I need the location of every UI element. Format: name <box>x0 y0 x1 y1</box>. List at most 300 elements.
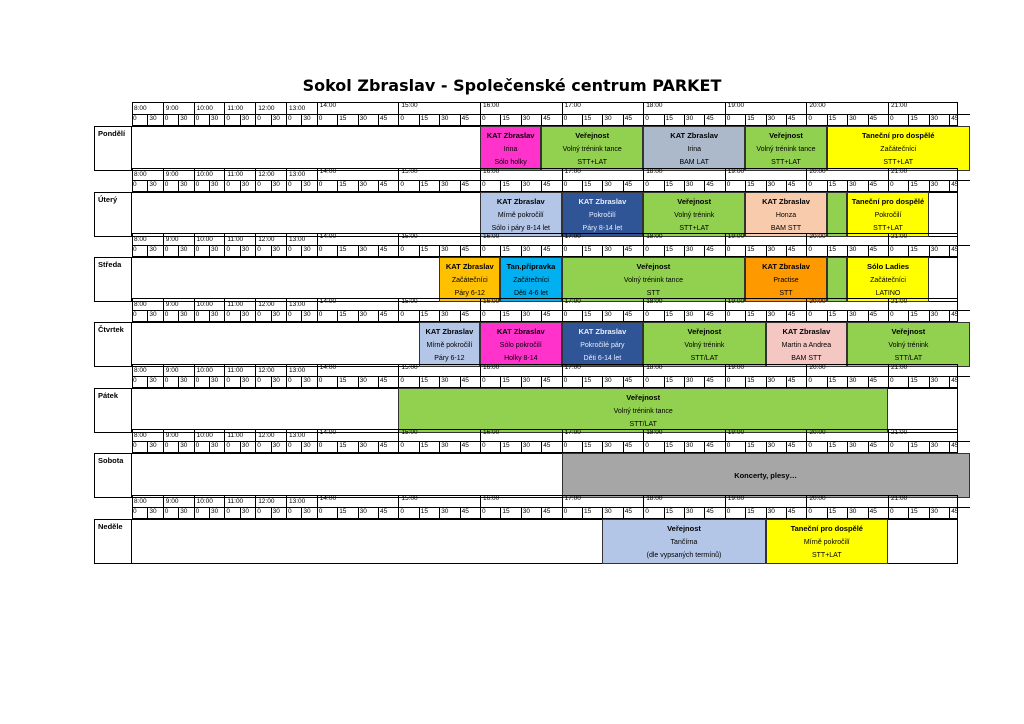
minute-label: 15 <box>419 180 439 192</box>
event-block[interactable] <box>643 322 765 367</box>
minute-label: 30 <box>301 507 316 519</box>
minute-label: 0 <box>806 180 826 192</box>
event-level: Volný trénink tance <box>562 146 622 153</box>
minute-label: 45 <box>704 441 724 453</box>
hour-label: 9:00 <box>163 299 194 310</box>
minute-label: 45 <box>786 376 806 388</box>
minute-label: 30 <box>439 114 459 126</box>
event-level: Volný trénink tance <box>756 146 816 153</box>
event-title: Veřejnost <box>575 131 610 140</box>
minute-label: 30 <box>602 245 622 257</box>
minute-label: 15 <box>827 114 847 126</box>
minute-label: 30 <box>602 114 622 126</box>
hour-label: 20:00 <box>806 365 888 376</box>
minute-label: 0 <box>286 310 301 322</box>
minute-label: 30 <box>240 441 255 453</box>
minute-label: 0 <box>255 376 270 388</box>
minute-label: 30 <box>358 507 378 519</box>
event-title: KAT Zbraslav <box>496 197 545 206</box>
hour-label: 15:00 <box>398 496 480 507</box>
minute-label: 0 <box>643 245 663 257</box>
minute-label: 15 <box>337 114 357 126</box>
minute-label: 30 <box>521 507 541 519</box>
hour-label: 9:00 <box>163 365 194 376</box>
hour-label: 17:00 <box>562 496 644 507</box>
hour-label: 8:00 <box>134 301 147 308</box>
hour-label: 13:00 <box>286 496 317 507</box>
minute-label: 30 <box>178 507 193 519</box>
minute-label: 30 <box>301 114 316 126</box>
event-group: STT <box>779 290 793 297</box>
minute-label: 0 <box>562 245 582 257</box>
minute-label: 15 <box>337 441 357 453</box>
hour-label: 11:00 <box>224 169 255 180</box>
minute-label: 30 <box>602 180 622 192</box>
minute-label: 45 <box>949 114 969 126</box>
minute-label: 0 <box>888 180 908 192</box>
minute-label: 0 <box>317 507 337 519</box>
minute-label: 30 <box>929 245 949 257</box>
event-level: Volný trénink <box>888 342 929 349</box>
event-title: KAT Zbraslav <box>670 131 719 140</box>
minute-label: 0 <box>480 114 500 126</box>
hour-label: 8:00 <box>134 105 147 112</box>
minute-label: 30 <box>847 245 867 257</box>
minute-label: 0 <box>132 114 147 126</box>
minute-label: 0 <box>194 507 209 519</box>
minute-label: 0 <box>255 180 270 192</box>
event-group: Holky 8-14 <box>504 355 538 362</box>
event-group: Sólo i páry 8-14 let <box>491 225 550 232</box>
minute-label: 30 <box>147 441 162 453</box>
minute-label: 0 <box>132 441 147 453</box>
minute-label: 15 <box>500 376 520 388</box>
event-group: STT+LAT <box>577 159 607 166</box>
minute-label: 0 <box>480 507 500 519</box>
minute-label: 0 <box>163 114 178 126</box>
minute-label: 30 <box>766 245 786 257</box>
event-group: STT/LAT <box>894 355 923 362</box>
minute-label: 45 <box>541 441 561 453</box>
minute-label: 30 <box>929 114 949 126</box>
hour-label: 15:00 <box>398 430 480 441</box>
minute-label: 30 <box>929 180 949 192</box>
minute-label: 15 <box>908 114 928 126</box>
minute-label: 0 <box>480 441 500 453</box>
hour-label: 18:00 <box>643 234 725 245</box>
event-block[interactable] <box>480 192 562 237</box>
minute-label: 30 <box>847 114 867 126</box>
hour-label: 20:00 <box>806 103 888 114</box>
minute-label: 30 <box>301 180 316 192</box>
minute-label: 30 <box>209 441 224 453</box>
minute-label: 45 <box>949 245 969 257</box>
hour-label: 9:00 <box>163 430 194 441</box>
hour-label: 9:00 <box>163 169 194 180</box>
event-block[interactable] <box>745 257 827 302</box>
event-level: Pokročilí <box>874 212 902 219</box>
event-block[interactable] <box>562 453 970 498</box>
minute-label: 30 <box>439 245 459 257</box>
minute-label: 15 <box>419 441 439 453</box>
minute-label: 0 <box>643 507 663 519</box>
minute-label: 0 <box>132 310 147 322</box>
event-title: KAT Zbraslav <box>762 197 810 206</box>
hour-label: 19:00 <box>725 234 807 245</box>
event-block[interactable] <box>439 257 500 302</box>
minute-label: 15 <box>745 441 765 453</box>
minute-label: 0 <box>132 376 147 388</box>
event-block[interactable] <box>419 322 480 367</box>
minute-label: 30 <box>358 376 378 388</box>
event-group: STT/LAT <box>690 355 719 362</box>
hour-label: 21:00 <box>888 103 958 114</box>
event-title: Taneční pro dospělé <box>862 131 935 140</box>
hour-label: 9:00 <box>163 234 194 245</box>
hour-label: 9:00 <box>163 496 194 507</box>
minute-label: 30 <box>602 376 622 388</box>
hour-label: 11:00 <box>224 299 255 310</box>
event-title: Sólo Ladies <box>866 262 910 271</box>
hour-label: 18:00 <box>643 430 725 441</box>
event-block[interactable] <box>847 322 969 367</box>
event-level: Pokročilé páry <box>580 342 625 349</box>
event-level: Honza <box>775 212 797 219</box>
minute-label: 0 <box>806 310 826 322</box>
minute-label: 15 <box>664 180 684 192</box>
minute-label: 30 <box>358 245 378 257</box>
minute-label: 15 <box>582 507 602 519</box>
event-level: Začátečníci <box>870 277 906 284</box>
minute-label: 0 <box>398 180 418 192</box>
minute-label: 0 <box>888 507 908 519</box>
event-title: KAT Zbraslav <box>496 327 545 336</box>
hour-label: 21:00 <box>888 430 958 441</box>
hour-label: 20:00 <box>806 234 888 245</box>
minute-label: 15 <box>745 114 765 126</box>
hour-label: 18:00 <box>643 496 725 507</box>
minute-label: 30 <box>209 507 224 519</box>
hour-label: 14:00 <box>317 234 399 245</box>
event-level: Sólo pokročilí <box>499 342 542 349</box>
event-group: BAM STT <box>770 225 802 232</box>
minute-label: 45 <box>786 310 806 322</box>
event-block[interactable] <box>847 192 929 237</box>
hour-label: 16:00 <box>480 365 562 376</box>
event-title: Veřejnost <box>891 327 926 336</box>
minute-label: 45 <box>949 507 969 519</box>
hour-label: 8:00 <box>134 171 147 178</box>
minute-label: 45 <box>868 180 888 192</box>
minute-label: 30 <box>929 441 949 453</box>
event-block[interactable] <box>847 257 929 302</box>
hour-label: 12:00 <box>255 430 286 441</box>
event-level: Začátečníci <box>513 277 549 284</box>
minute-label: 0 <box>317 180 337 192</box>
minute-label: 30 <box>929 376 949 388</box>
minute-label: 30 <box>240 114 255 126</box>
minute-label: 30 <box>209 376 224 388</box>
minute-label: 15 <box>419 310 439 322</box>
minute-label: 0 <box>317 310 337 322</box>
minute-label: 30 <box>147 180 162 192</box>
minute-label: 45 <box>949 376 969 388</box>
minute-label: 15 <box>500 245 520 257</box>
minute-label: 0 <box>643 180 663 192</box>
minute-label: 15 <box>745 376 765 388</box>
minute-label: 15 <box>500 114 520 126</box>
event-block[interactable] <box>500 257 561 302</box>
minute-label: 0 <box>562 376 582 388</box>
minute-label: 30 <box>240 507 255 519</box>
minute-label: 0 <box>255 441 270 453</box>
minute-label: 0 <box>286 245 301 257</box>
minute-label: 15 <box>582 245 602 257</box>
minute-label: 45 <box>949 180 969 192</box>
event-level: Irina <box>687 146 701 153</box>
hour-label: 21:00 <box>888 169 958 180</box>
event-block[interactable] <box>541 126 643 171</box>
hour-label: 13:00 <box>286 169 317 180</box>
minute-label: 45 <box>868 245 888 257</box>
hour-label: 12:00 <box>255 496 286 507</box>
hour-label: 17:00 <box>562 299 644 310</box>
hour-label: 16:00 <box>480 103 562 114</box>
minute-label: 30 <box>847 507 867 519</box>
event-group: Děti 6-14 let <box>583 355 622 362</box>
hour-label: 19:00 <box>725 169 807 180</box>
event-level: Martin a Andrea <box>781 342 832 349</box>
minute-label: 45 <box>460 507 480 519</box>
minute-label: 45 <box>623 441 643 453</box>
minute-label: 45 <box>704 376 724 388</box>
minute-label: 0 <box>317 114 337 126</box>
minute-label: 0 <box>286 507 301 519</box>
minute-label: 30 <box>521 441 541 453</box>
minute-label: 45 <box>378 245 398 257</box>
hour-label: 19:00 <box>725 103 807 114</box>
minute-label: 45 <box>786 180 806 192</box>
minute-label: 30 <box>684 114 704 126</box>
hour-label: 12:00 <box>255 234 286 245</box>
event-block[interactable] <box>827 126 970 171</box>
minute-label: 45 <box>949 310 969 322</box>
event-group: Páry 8-14 let <box>582 225 623 232</box>
hour-label: 11:00 <box>224 430 255 441</box>
minute-label: 15 <box>908 441 928 453</box>
minute-label: 45 <box>378 507 398 519</box>
minute-label: 0 <box>888 114 908 126</box>
minute-label: 0 <box>725 376 745 388</box>
minute-label: 0 <box>480 310 500 322</box>
minute-label: 30 <box>847 310 867 322</box>
hour-label: 17:00 <box>562 365 644 376</box>
hour-label: 12:00 <box>255 103 286 114</box>
minute-label: 45 <box>378 180 398 192</box>
minute-label: 0 <box>562 114 582 126</box>
minute-label: 30 <box>358 441 378 453</box>
minute-label: 45 <box>460 441 480 453</box>
minute-label: 15 <box>337 507 357 519</box>
event-title: Taneční pro dospělé <box>851 197 925 206</box>
minute-label: 0 <box>562 441 582 453</box>
minute-label: 15 <box>745 245 765 257</box>
minute-label: 30 <box>178 376 193 388</box>
hour-label: 19:00 <box>725 299 807 310</box>
hour-label: 12:00 <box>255 365 286 376</box>
event-level: Mírně pokročilí <box>497 212 544 219</box>
minute-label: 30 <box>209 245 224 257</box>
event-block[interactable] <box>562 257 746 302</box>
minute-label: 30 <box>301 441 316 453</box>
minute-label: 45 <box>868 114 888 126</box>
event-level: Irina <box>503 146 518 153</box>
event-block[interactable] <box>643 192 745 237</box>
minute-label: 45 <box>704 245 724 257</box>
event-level: Volný trénink <box>684 342 725 349</box>
minute-label: 30 <box>766 310 786 322</box>
minute-label: 0 <box>286 114 301 126</box>
hour-label: 14:00 <box>317 169 399 180</box>
minute-label: 30 <box>147 310 162 322</box>
hour-label: 11:00 <box>224 234 255 245</box>
minute-label: 45 <box>786 245 806 257</box>
hour-label: 13:00 <box>286 430 317 441</box>
minute-label: 0 <box>725 114 745 126</box>
minute-label: 15 <box>500 310 520 322</box>
hour-label: 12:00 <box>255 299 286 310</box>
minute-label: 30 <box>847 441 867 453</box>
event-block[interactable] <box>480 126 541 171</box>
minute-label: 45 <box>704 114 724 126</box>
minute-label: 0 <box>725 441 745 453</box>
minute-label: 0 <box>317 441 337 453</box>
event-level: Volný trénink tance <box>613 408 673 415</box>
minute-label: 0 <box>725 180 745 192</box>
hour-label: 14:00 <box>317 299 399 310</box>
minute-label: 30 <box>684 376 704 388</box>
event-block[interactable] <box>827 257 847 302</box>
event-group: LATINO <box>875 290 901 297</box>
minute-label: 15 <box>419 114 439 126</box>
minute-label: 45 <box>378 114 398 126</box>
event-title: KAT Zbraslav <box>425 327 474 336</box>
minute-label: 30 <box>209 114 224 126</box>
event-group: Páry 6-12 <box>454 290 485 297</box>
hour-label: 16:00 <box>480 234 562 245</box>
event-block[interactable] <box>766 322 848 367</box>
event-block[interactable] <box>745 126 827 171</box>
event-group: STT+LAT <box>883 159 914 166</box>
minute-label: 30 <box>439 441 459 453</box>
hour-label: 16:00 <box>480 496 562 507</box>
hour-label: 10:00 <box>194 299 225 310</box>
minute-label: 15 <box>664 114 684 126</box>
minute-label: 0 <box>194 376 209 388</box>
hour-label: 16:00 <box>480 299 562 310</box>
event-group: Děti 4-6 let <box>514 290 548 297</box>
minute-label: 0 <box>398 245 418 257</box>
minute-label: 30 <box>209 310 224 322</box>
hour-label: 18:00 <box>643 299 725 310</box>
minute-label: 30 <box>301 310 316 322</box>
minute-label: 15 <box>827 376 847 388</box>
minute-label: 30 <box>209 180 224 192</box>
event-block[interactable] <box>562 192 644 237</box>
minute-label: 0 <box>286 180 301 192</box>
minute-label: 0 <box>806 376 826 388</box>
event-block[interactable] <box>766 519 888 564</box>
minute-label: 15 <box>500 441 520 453</box>
minute-label: 15 <box>745 180 765 192</box>
minute-label: 0 <box>163 507 178 519</box>
minute-label: 0 <box>480 180 500 192</box>
event-block[interactable] <box>827 192 847 237</box>
minute-label: 30 <box>147 114 162 126</box>
hour-label: 17:00 <box>562 103 644 114</box>
minute-label: 30 <box>271 441 286 453</box>
minute-label: 45 <box>704 507 724 519</box>
minute-label: 45 <box>623 114 643 126</box>
minute-label: 30 <box>684 507 704 519</box>
minute-label: 30 <box>439 507 459 519</box>
event-title: Tan.přípravka <box>506 262 556 271</box>
event-block[interactable] <box>562 322 644 367</box>
minute-label: 45 <box>868 507 888 519</box>
minute-label: 0 <box>224 310 239 322</box>
event-block[interactable] <box>745 192 827 237</box>
event-level: Začátečníci <box>451 277 488 284</box>
minute-label: 0 <box>224 376 239 388</box>
event-level: Practise <box>773 277 799 284</box>
event-block[interactable] <box>602 519 765 564</box>
minute-label: 15 <box>337 245 357 257</box>
minute-label: 15 <box>664 245 684 257</box>
minute-label: 30 <box>684 441 704 453</box>
hour-label: 13:00 <box>286 365 317 376</box>
hour-label: 8:00 <box>134 236 147 243</box>
event-level: Mírně pokročilí <box>803 539 850 546</box>
minute-label: 45 <box>541 507 561 519</box>
event-block[interactable] <box>480 322 562 367</box>
hour-label: 13:00 <box>286 103 317 114</box>
minute-label: 0 <box>194 245 209 257</box>
minute-label: 15 <box>827 441 847 453</box>
minute-label: 45 <box>623 180 643 192</box>
minute-label: 45 <box>623 245 643 257</box>
minute-label: 15 <box>582 310 602 322</box>
minute-label: 45 <box>541 310 561 322</box>
event-block[interactable] <box>398 388 888 433</box>
minute-label: 30 <box>147 376 162 388</box>
hour-label: 11:00 <box>224 365 255 376</box>
day-label: Úterý <box>94 192 132 237</box>
minute-label: 45 <box>868 376 888 388</box>
hour-label: 9:00 <box>163 103 194 114</box>
event-block[interactable] <box>643 126 745 171</box>
hour-label: 10:00 <box>194 234 225 245</box>
minute-label: 30 <box>240 245 255 257</box>
minute-label: 45 <box>541 376 561 388</box>
minute-label: 15 <box>582 114 602 126</box>
hour-label: 19:00 <box>725 430 807 441</box>
minute-label: 30 <box>240 180 255 192</box>
hour-label: 21:00 <box>888 496 958 507</box>
minute-label: 0 <box>888 376 908 388</box>
minute-label: 45 <box>378 310 398 322</box>
minute-label: 0 <box>224 114 239 126</box>
minute-label: 30 <box>766 114 786 126</box>
